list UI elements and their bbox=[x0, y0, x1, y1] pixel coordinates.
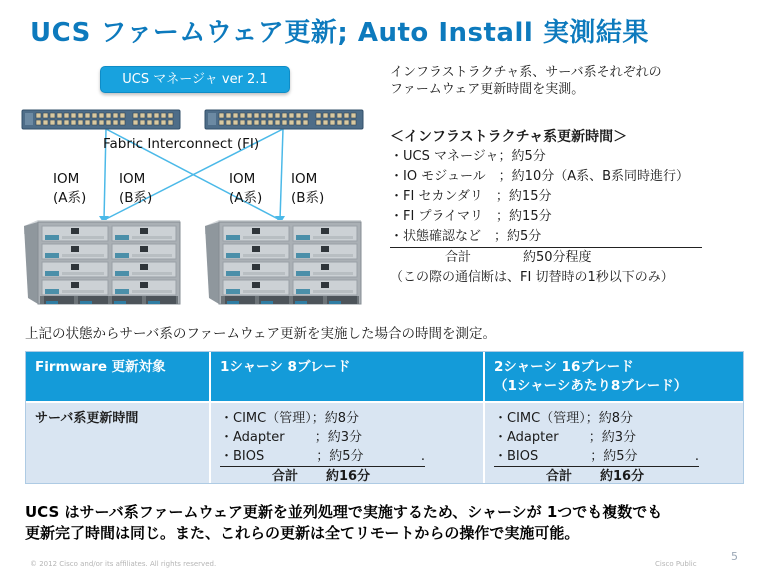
cell-total-label: 合計 bbox=[546, 469, 573, 484]
infra-update-time-panel bbox=[390, 64, 762, 288]
ucs-manager-version-badge: UCS マネージャ ver 2.1 bbox=[100, 66, 290, 93]
infra-item-fi-secondary: ・FI セカンダリ ；約15分 bbox=[390, 189, 552, 204]
summary-line2: 更新完了時間は同じ。また、これらの更新は全てリモートからの操作で実施可能。 bbox=[25, 524, 580, 542]
table-header-1chassis: 1シャーシ 8ブレード bbox=[211, 352, 483, 401]
table-cell-1chassis-times bbox=[211, 403, 483, 483]
cell-total-line bbox=[220, 467, 474, 486]
cell-line-adapter: ・Adapter ；約3分 bbox=[494, 430, 636, 445]
underline-period: . bbox=[420, 449, 425, 464]
intro-text-line2: ファームウェア更新時間を実測。 bbox=[390, 82, 585, 97]
iom-label-line: (B系) bbox=[291, 190, 325, 206]
infra-item-io-module: ・IO モジュール ；約10分（A系、B系同時進行） bbox=[390, 169, 690, 184]
table-row-label-server-update: サーバ系更新時間 bbox=[26, 403, 209, 483]
iom-label-a2 bbox=[229, 170, 289, 208]
server-measurement-note: 上記の状態からサーバ系のファームウェア更新を実施した場合の時間を測定。 bbox=[25, 326, 497, 342]
intro-text-line1: インフラストラクチャ系、サーバ系それぞれの bbox=[390, 65, 662, 80]
iom-label-line: (A系) bbox=[229, 190, 263, 206]
iom-label-b2 bbox=[291, 170, 351, 208]
iom-label-line: IOM bbox=[53, 171, 80, 187]
cell-total-label: 合計 bbox=[272, 469, 299, 484]
cell-line-cimc: ・CIMC（管理）；約8分 bbox=[494, 411, 633, 426]
iom-label-a1 bbox=[53, 170, 113, 208]
infra-total-label: 合計 bbox=[445, 250, 472, 265]
fi-switch-left-image bbox=[22, 110, 180, 129]
infra-item-status-check: ・状態確認など ；約5分 bbox=[390, 227, 702, 248]
firmware-update-table bbox=[25, 351, 744, 484]
cell-total-line bbox=[494, 467, 734, 486]
cell-total-value: 約16分 bbox=[326, 469, 371, 484]
iom-label-line: IOM bbox=[119, 171, 146, 187]
summary-line1: UCS はサーバ系ファームウェア更新を並列処理で実施するため、シャーシが 1つでも複数でも bbox=[25, 503, 663, 521]
page-number: 5 bbox=[731, 550, 738, 563]
infra-connectivity-note: （この際の通信断は、FI 切替時の1秒以下のみ） bbox=[390, 270, 674, 285]
table-header-2chassis bbox=[485, 352, 743, 401]
iom-label-b1 bbox=[119, 170, 179, 208]
cell-line-cimc: ・CIMC（管理）；約8分 bbox=[220, 411, 359, 426]
infra-section-heading: ＜インフラストラクチャ系更新時間＞ bbox=[390, 129, 628, 145]
iom-label-line: IOM bbox=[291, 171, 318, 187]
fabric-interconnect-label: Fabric Interconnect (FI) bbox=[103, 136, 260, 152]
iom-label-line: (A系) bbox=[53, 190, 87, 206]
chassis-right-image bbox=[205, 220, 361, 304]
cell-line-bios-text: ・BIOS ；約5分 bbox=[220, 449, 364, 464]
footer-copyright: © 2012 Cisco and/or its affiliates. All rights reserved. bbox=[30, 560, 217, 568]
infra-item-ucs-manager: ・UCS マネージャ；約5分 bbox=[390, 149, 546, 164]
table-header-2chassis-line1: 2シャーシ 16ブレード bbox=[494, 359, 634, 375]
table-cell-2chassis-times bbox=[485, 403, 743, 483]
ucs-topology-diagram bbox=[20, 100, 370, 315]
cell-line-adapter: ・Adapter ；約3分 bbox=[220, 430, 362, 445]
slide-title: UCS ファームウェア更新; Auto Install 実測結果 bbox=[30, 18, 649, 48]
cell-total-value: 約16分 bbox=[600, 469, 645, 484]
cell-line-bios-text: ・BIOS ；約5分 bbox=[494, 449, 638, 464]
slide-summary-text bbox=[25, 502, 755, 544]
underline-period: . bbox=[694, 449, 699, 464]
infra-total-line bbox=[390, 248, 762, 268]
cell-line-bios bbox=[220, 447, 425, 467]
infra-item-fi-primary: ・FI プライマリ ；約15分 bbox=[390, 209, 552, 224]
table-header-2chassis-line2: （1シャーシあたり8ブレード） bbox=[494, 378, 688, 394]
infra-total-value: 約50分程度 bbox=[523, 250, 592, 265]
iom-label-line: (B系) bbox=[119, 190, 153, 206]
table-header-target: Firmware 更新対象 bbox=[26, 352, 209, 401]
footer-classification: Cisco Public bbox=[655, 560, 697, 568]
iom-label-line: IOM bbox=[229, 171, 256, 187]
fi-switch-right-image bbox=[205, 110, 363, 129]
chassis-left-image bbox=[24, 220, 180, 304]
cell-line-bios bbox=[494, 447, 699, 467]
